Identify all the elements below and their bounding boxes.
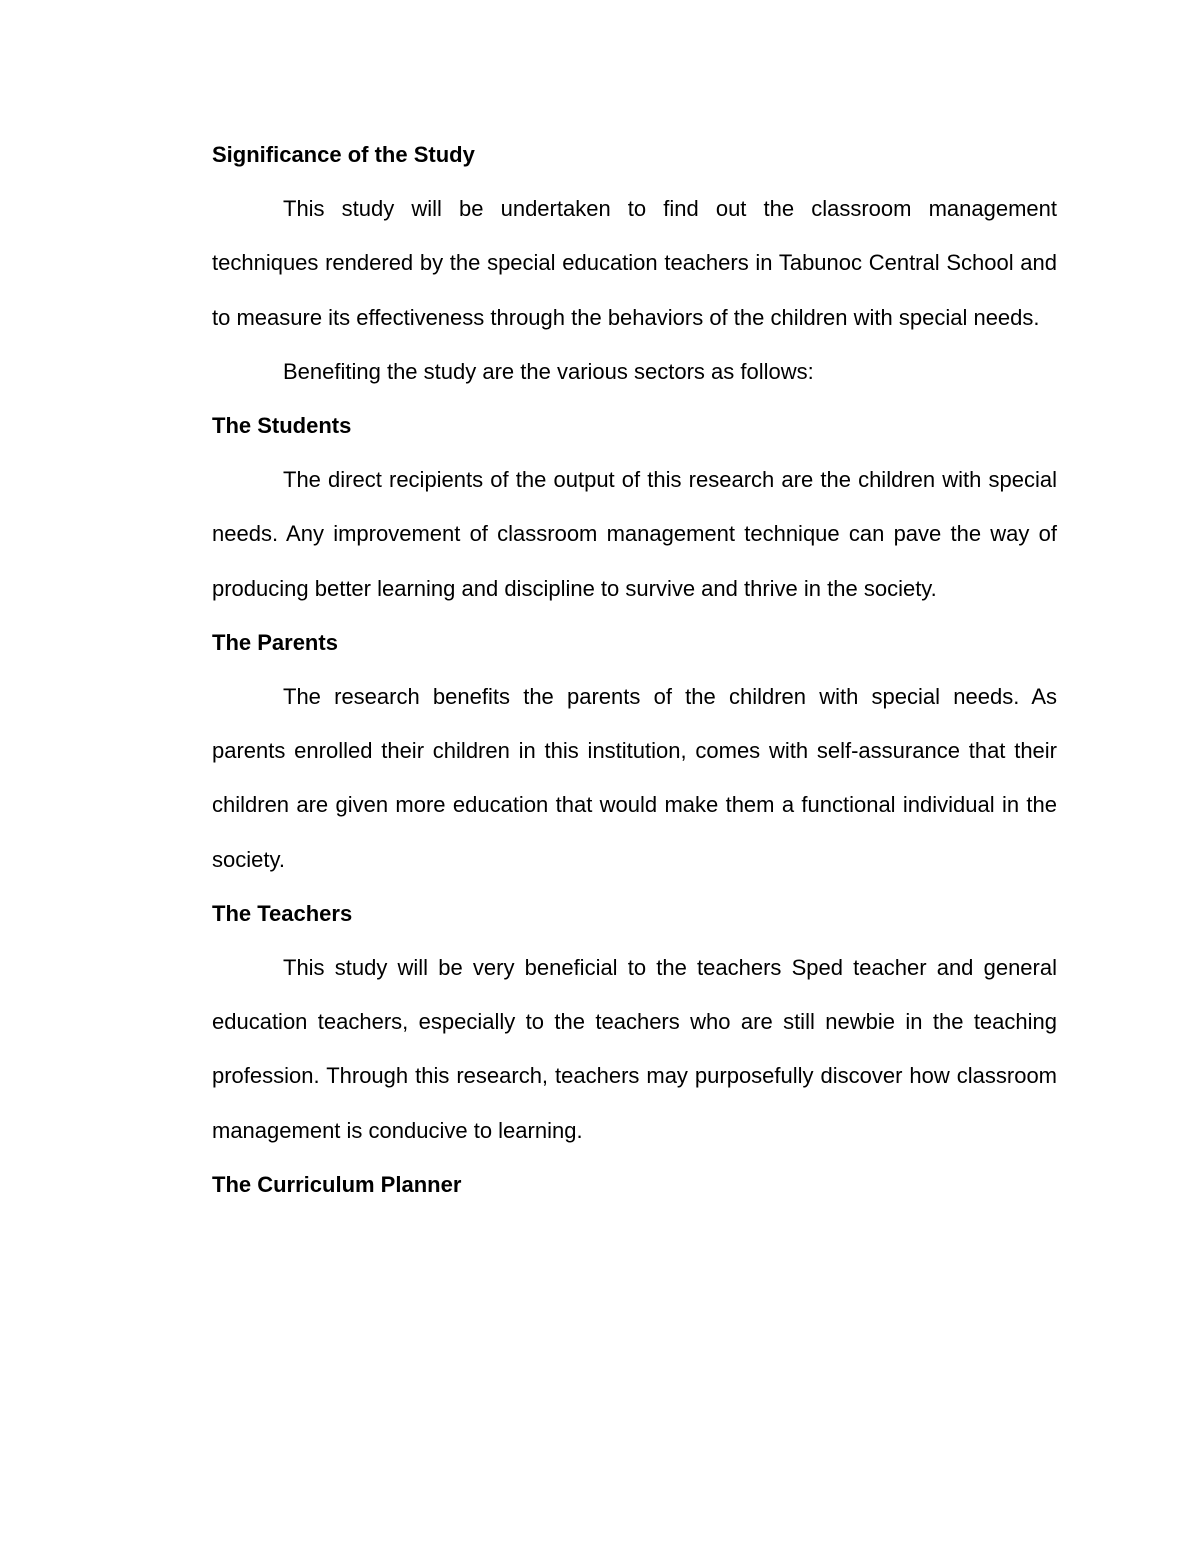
section-heading-students: The Students <box>212 413 352 439</box>
section-heading-curriculum-planner: The Curriculum Planner <box>212 1171 462 1197</box>
paragraph-students: The direct recipients of the output of this research are the children with special needs. Any improvement of classroom management technique can pave the way of producing better learning and discipline to survive and thrive in the society. <box>212 467 1057 601</box>
section-heading-teachers: The Teachers <box>212 900 353 926</box>
section-heading-parents: The Parents <box>212 629 338 655</box>
paragraph-teachers: This study will be very beneficial to the teachers Sped teacher and general education teachers, especially to the teachers who are still newbie in the teaching profession. Through this research, teachers may purposefully discover how classroom management is conducive to learning. <box>212 955 1057 1143</box>
section-heading-significance: Significance of the Study <box>212 142 475 167</box>
paragraph-beneficiaries-intro: Benefiting the study are the various sectors as follows: <box>283 358 814 384</box>
paragraph-parents: The research benefits the parents of the children with special needs. As parents enrolled their children in this institution, comes with self-assurance that their children are given more education that would make them a functional individual in the society. <box>212 684 1057 872</box>
paragraph-study-purpose: This study will be undertaken to find out the classroom management techniques rendered by the special education teachers in Tabunoc Central School and to measure its effectiveness through the behaviors of the children with special needs. <box>212 196 1057 330</box>
document-body <box>212 128 1057 1212</box>
